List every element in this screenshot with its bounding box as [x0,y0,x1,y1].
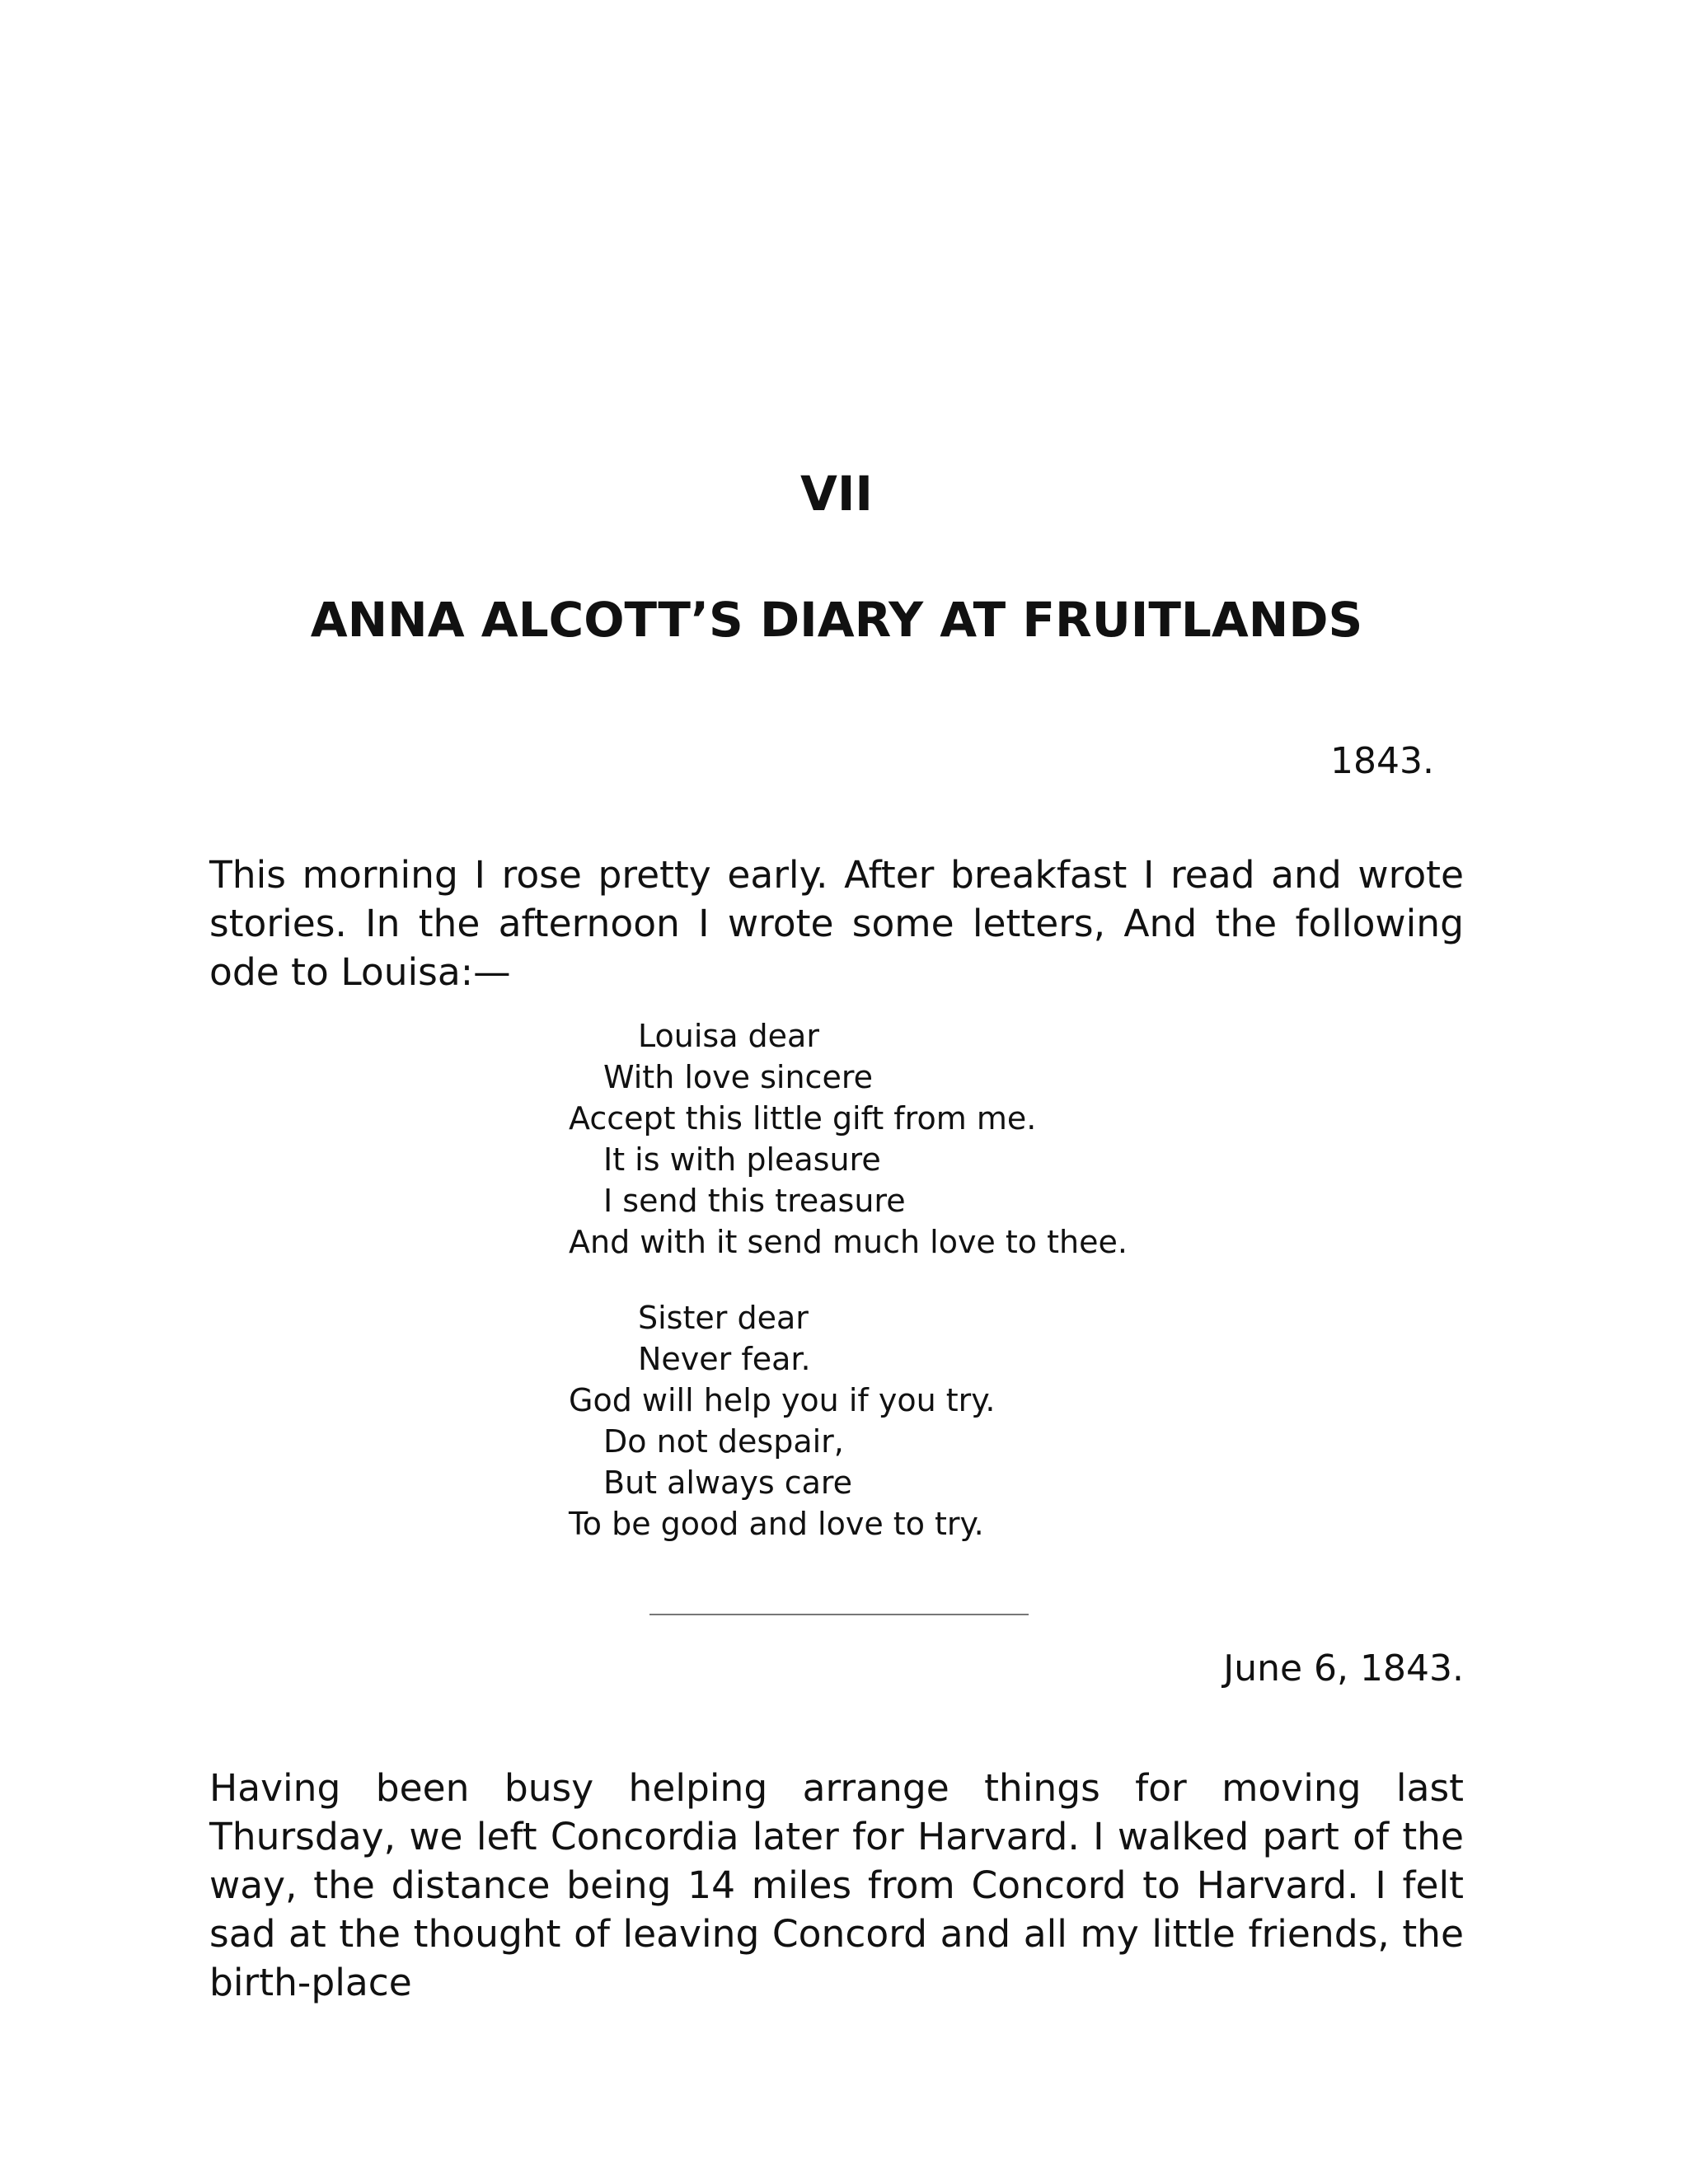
poem-stanza [569,1297,995,1544]
chapter-number: VII [799,466,874,522]
poem-line: To be good and love to try. [569,1506,984,1542]
poem-stanza [569,1015,1128,1263]
poem-line: It is with pleasure [603,1141,881,1178]
entry-date: June 6, 1843. [1223,1647,1464,1690]
poem-line: And with it send much love to thee. [569,1224,1128,1260]
entry-date: 1843. [1330,740,1434,782]
poem-line: God will help you if you try. [569,1382,996,1418]
entry-paragraph: Having been busy helping arrange things for moving last Thursday, we left Concordia later for Harvard. I walked part of the way, the distance being 14 miles from Concord to Harvard. I felt sad at the thought of leaving Concord and all my little friends, the birth-place [209,1766,1464,2004]
chapter-title: ANNA ALCOTT’S DIARY AT FRUITLANDS [310,592,1363,648]
section-divider [649,1614,1029,1615]
entry-paragraph: This morning I rose pretty early. After breakfast I read and wrote stories. In the afternoon I wrote some letters, And the following ode to Louisa:— [209,853,1464,994]
poem-line: Never fear. [638,1341,811,1377]
poem-line: I send this treasure [603,1183,906,1219]
poem-line: With love sincere [603,1059,873,1095]
poem-line: But always care [603,1465,853,1501]
poem-line: Do not despair, [603,1423,844,1460]
poem-line: Accept this little gift from me. [569,1100,1037,1137]
poem-line: Sister dear [638,1300,809,1336]
poem-line: Louisa dear [638,1018,819,1054]
